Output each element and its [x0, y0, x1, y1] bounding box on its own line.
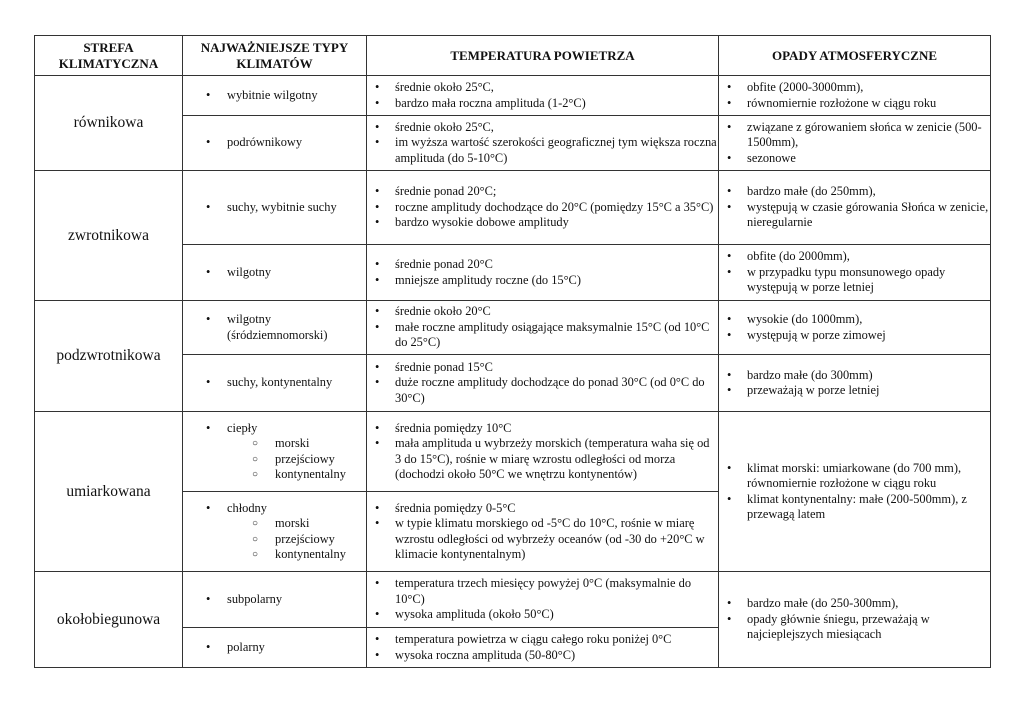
precipitation-item: • bardzo małe (do 300mm) — [719, 368, 990, 384]
climate-type: • suchy, kontynentalny — [183, 375, 366, 391]
temperature-item: • duże roczne amplitudy dochodzące do ponad 30°C (od 0°C do 30°C) — [367, 375, 718, 406]
climate-type-cell — [183, 301, 367, 355]
temperature-item: • temperatura powietrza w ciągu całego roku poniżej 0°C — [367, 632, 718, 648]
precipitation-item: • przeważają w porze letniej — [719, 383, 990, 399]
precipitation-cell — [719, 76, 991, 116]
climate-type-cell — [183, 355, 367, 412]
climate-type: • subpolarny — [183, 592, 366, 608]
climate-type: • suchy, wybitnie suchy — [183, 200, 366, 216]
climate-type: • wilgotny — [183, 265, 366, 281]
climate-type-label: chłodny — [227, 500, 267, 515]
precipitation-item: • w przypadku typu monsunowego opady występują w porze letniej — [719, 265, 990, 296]
climate-type-cell — [183, 492, 367, 572]
temperature-item: • małe roczne amplitudy osiągające maksymalnie 15°C (od 10°C do 25°C) — [367, 320, 718, 351]
precipitation-item: • opady głównie śniegu, przeważają w najcieplejszych miesiącach — [719, 612, 990, 643]
precipitation-item: • bardzo małe (do 250-300mm), — [719, 596, 990, 612]
climate-type-label: ciepły — [227, 420, 258, 435]
climate-type-cell — [183, 116, 367, 171]
precipitation-item: • występują w czasie górowania Słońca w zenicie, nieregularnie — [719, 200, 990, 231]
table-row — [35, 301, 991, 355]
climate-type: • polarny — [183, 640, 366, 656]
temperature-cell — [367, 355, 719, 412]
temperature-item: • mała amplituda u wybrzeży morskich (temperatura waha się od 3 do 15°C), rośnie w miarę wzrostu odległości od morza (dochodzi około 50°C we wnętrzu kontynentów) — [367, 436, 718, 483]
climate-type — [183, 421, 366, 483]
temperature-cell — [367, 301, 719, 355]
temperature-item: • średnie około 25°C, — [367, 120, 718, 136]
temperature-item: • średnie ponad 15°C — [367, 360, 718, 376]
climate-type-cell — [183, 628, 367, 668]
temperature-item: • w typie klimatu morskiego od -5°C do 10°C, rośnie w miarę wzrostu odległości od wybrzeży oceanów (od -30 do +20°C w klimacie kontynentalnym) — [367, 516, 718, 563]
climate-subtype: ○ morski — [227, 516, 366, 532]
precipitation-cell — [719, 171, 991, 245]
temperature-cell — [367, 628, 719, 668]
climate-type: • wybitnie wilgotny — [183, 88, 366, 104]
header-zone: STREFA KLIMATYCZNA — [35, 36, 183, 76]
header-precipitation: OPADY ATMOSFERYCZNE — [719, 36, 991, 76]
zone-name: równikowa — [35, 76, 183, 171]
header-row — [35, 36, 991, 76]
temperature-cell — [367, 116, 719, 171]
precipitation-cell — [719, 245, 991, 301]
climate-type-cell — [183, 572, 367, 628]
temperature-cell — [367, 492, 719, 572]
zone-name: umiarkowana — [35, 412, 183, 572]
precipitation-cell — [719, 355, 991, 412]
climate-table — [34, 35, 991, 668]
zone-name: podzwrotnikowa — [35, 301, 183, 412]
temperature-item: • średnia pomiędzy 0-5°C — [367, 501, 718, 517]
table-row — [35, 412, 991, 492]
climate-subtype: ○ kontynentalny — [227, 547, 366, 563]
precipitation-item: • równomiernie rozłożone w ciągu roku — [719, 96, 990, 112]
temperature-item: • średnie ponad 20°C — [367, 257, 718, 273]
climate-type — [183, 501, 366, 563]
zone-name: zwrotnikowa — [35, 171, 183, 301]
precipitation-item: • obfite (2000-3000mm), — [719, 80, 990, 96]
temperature-item: • roczne amplitudy dochodzące do 20°C (pomiędzy 15°C a 35°C) — [367, 200, 718, 216]
precipitation-item: • bardzo małe (do 250mm), — [719, 184, 990, 200]
zone-name: okołobiegunowa — [35, 572, 183, 668]
precipitation-item: • obfite (do 2000mm), — [719, 249, 990, 265]
header-temperature: TEMPERATURA POWIETRZA — [367, 36, 719, 76]
temperature-item: • temperatura trzech miesięcy powyżej 0°C (maksymalnie do 10°C) — [367, 576, 718, 607]
precipitation-cell — [719, 572, 991, 668]
temperature-item: • wysoka roczna amplituda (50-80°C) — [367, 648, 718, 664]
temperature-cell — [367, 245, 719, 301]
temperature-cell — [367, 171, 719, 245]
precipitation-cell — [719, 116, 991, 171]
climate-type: • wilgotny (śródziemnomorski) — [183, 312, 366, 343]
table-row — [35, 572, 991, 628]
climate-type-cell — [183, 412, 367, 492]
table-row — [35, 76, 991, 116]
precipitation-item: • wysokie (do 1000mm), — [719, 312, 990, 328]
climate-subtype: ○ przejściowy — [227, 452, 366, 468]
climate-type-cell — [183, 76, 367, 116]
temperature-item: • bardzo mała roczna amplituda (1-2°C) — [367, 96, 718, 112]
climate-type-cell — [183, 245, 367, 301]
climate-subtype: ○ kontynentalny — [227, 467, 366, 483]
temperature-item: • wysoka amplituda (około 50°C) — [367, 607, 718, 623]
temperature-item: • średnie około 25°C, — [367, 80, 718, 96]
temperature-item: • mniejsze amplitudy roczne (do 15°C) — [367, 273, 718, 289]
precipitation-cell — [719, 301, 991, 355]
temperature-item: • bardzo wysokie dobowe amplitudy — [367, 215, 718, 231]
climate-type-cell — [183, 171, 367, 245]
temperature-cell — [367, 412, 719, 492]
temperature-cell — [367, 76, 719, 116]
temperature-cell — [367, 572, 719, 628]
precipitation-item: • związane z górowaniem słońca w zenicie (500-1500mm), — [719, 120, 990, 151]
climate-subtype: ○ morski — [227, 436, 366, 452]
precipitation-item: • klimat morski: umiarkowane (do 700 mm), równomiernie rozłożone w ciągu roku — [719, 461, 990, 492]
temperature-item: • średnie około 20°C — [367, 304, 718, 320]
precipitation-cell — [719, 412, 991, 572]
temperature-item: • średnie ponad 20°C; — [367, 184, 718, 200]
precipitation-item: • klimat kontynentalny: małe (200-500mm), z przewagą latem — [719, 492, 990, 523]
climate-type: • podrównikowy — [183, 135, 366, 151]
precipitation-item: • sezonowe — [719, 151, 990, 167]
table-row — [35, 171, 991, 245]
header-types: NAJWAŻNIEJSZE TYPY KLIMATÓW — [183, 36, 367, 76]
precipitation-item: • występują w porze zimowej — [719, 328, 990, 344]
climate-subtype: ○ przejściowy — [227, 532, 366, 548]
temperature-item: • im wyższa wartość szerokości geograficznej tym większa roczna amplituda (do 5-10°C) — [367, 135, 718, 166]
temperature-item: • średnia pomiędzy 10°C — [367, 421, 718, 437]
